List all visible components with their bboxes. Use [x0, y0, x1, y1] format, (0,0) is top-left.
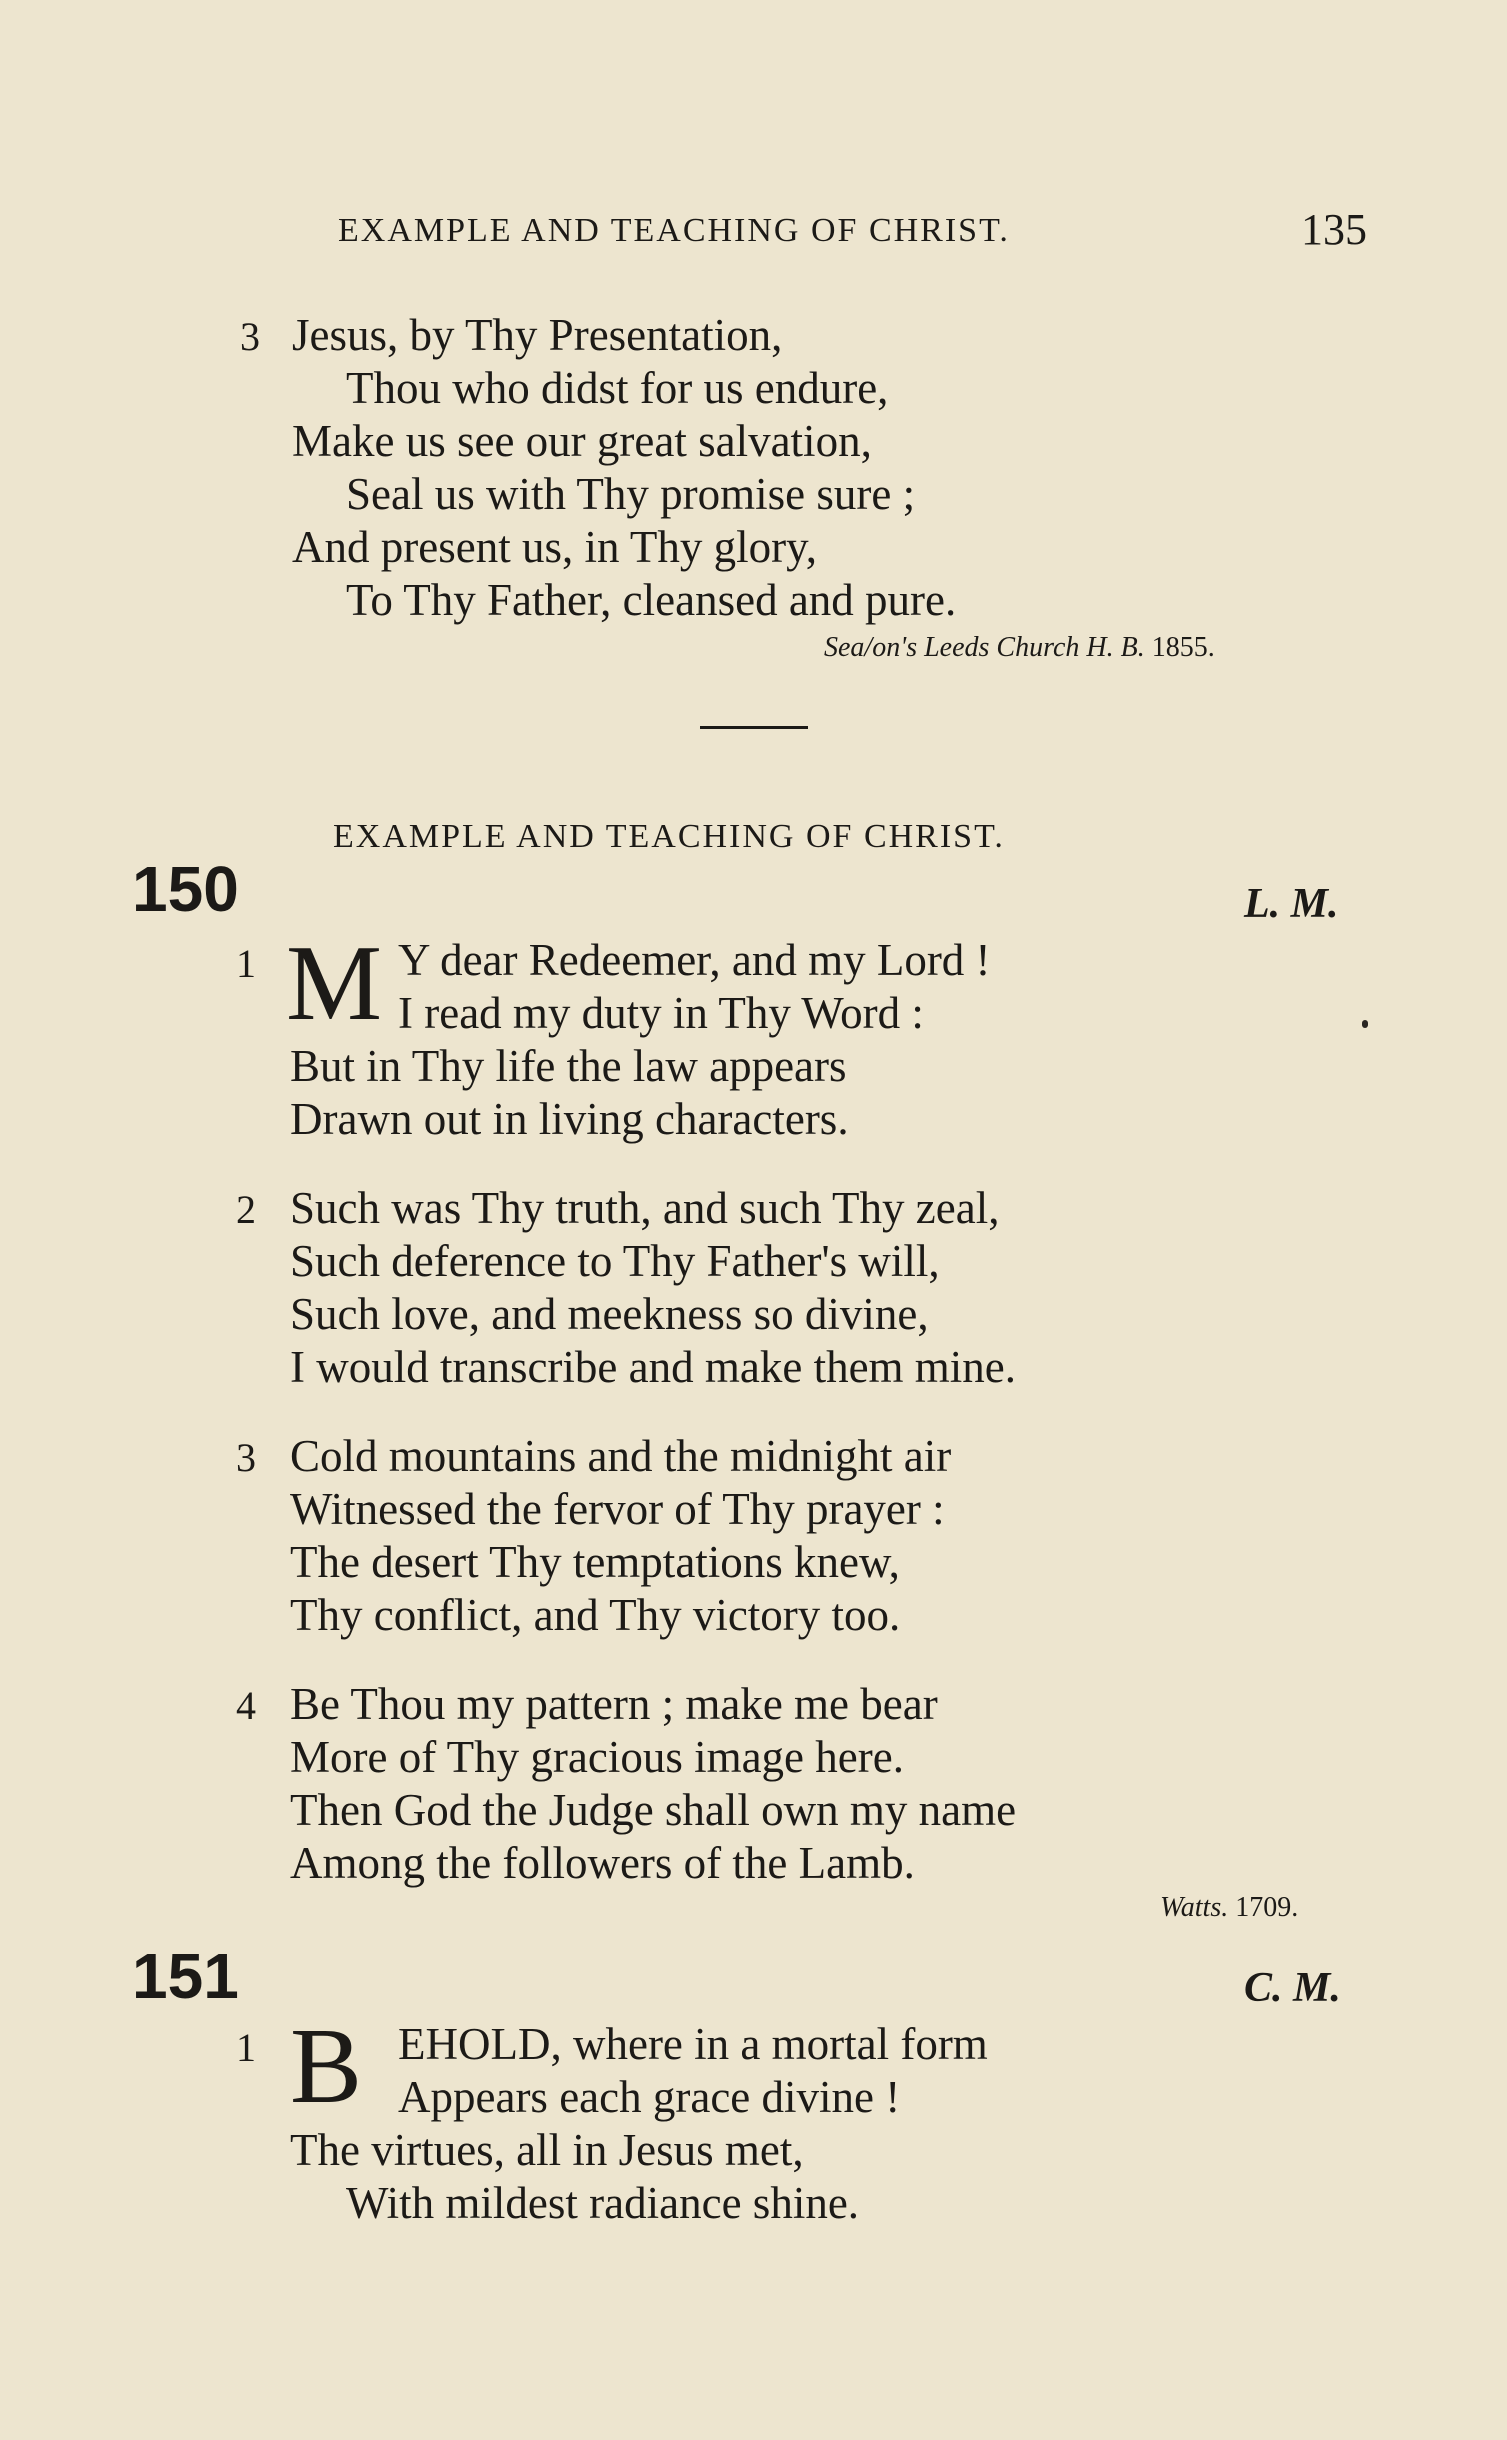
verse-number: 4 [236, 1683, 256, 1728]
hymn-line: Appears each grace divine ! [398, 2072, 901, 2122]
hymn-line: Thou who didst for us endure, [346, 363, 889, 413]
verse-number: 1 [236, 941, 256, 986]
hymn-line: Jesus, by Thy Presentation, [292, 310, 783, 360]
hymn-line: The virtues, all in Jesus met, [290, 2125, 804, 2175]
hymn-line: But in Thy life the law appears [290, 1041, 847, 1091]
verse-number: 1 [236, 2025, 256, 2070]
hymn-line: I would transcribe and make them mine. [290, 1342, 1017, 1392]
attribution-year: 1709. [1235, 1892, 1299, 1923]
attribution-source: Sea/on's Leeds Church H. B. [824, 632, 1145, 663]
hymn-line: And present us, in Thy glory, [292, 522, 817, 572]
hymn-attribution [1160, 1892, 1298, 1924]
running-title: EXAMPLE AND TEACHING OF CHRIST. [338, 212, 1010, 249]
hymn-line: With mildest radiance shine. [346, 2178, 860, 2228]
section-divider [700, 726, 808, 729]
hymn-line: Among the followers of the Lamb. [290, 1838, 915, 1888]
hymn-line: Then God the Judge shall own my name [290, 1785, 1017, 1835]
hymn-number: 151 [132, 1940, 239, 2012]
hymn-line: Witnessed the fervor of Thy prayer : [290, 1484, 945, 1534]
hymn-line: The desert Thy temptations knew, [290, 1537, 900, 1587]
attribution-year: 1855. [1151, 632, 1215, 663]
hymn-line: I read my duty in Thy Word : [398, 988, 924, 1038]
page-number: 135 [1301, 205, 1367, 254]
attribution-author: Watts. [1160, 1892, 1229, 1923]
hymn-line: Y dear Redeemer, and my Lord ! [398, 935, 991, 985]
hymn-line: Make us see our great salvation, [292, 416, 872, 466]
verse-number: 2 [236, 1187, 256, 1232]
hymn-line: Such was Thy truth, and such Thy zeal, [290, 1183, 1000, 1233]
hymn-line: Thy conflict, and Thy victory too. [290, 1590, 901, 1640]
hymn-number: 150 [132, 853, 239, 925]
verse-number: 3 [236, 1435, 256, 1480]
hymn-line: EHOLD, where in a mortal form [398, 2019, 988, 2069]
hymn-attribution [824, 632, 1215, 664]
hymn-line: Such love, and meekness so divine, [290, 1289, 929, 1339]
drop-cap: B [290, 2007, 363, 2126]
hymn-meter: L. M. [1244, 881, 1339, 927]
verse-number: 3 [240, 314, 260, 359]
hymn-line: Such deference to Thy Father's will, [290, 1236, 940, 1286]
hymn-line: Be Thou my pattern ; make me bear [290, 1679, 938, 1729]
hymn-line: Cold mountains and the midnight air [290, 1431, 952, 1481]
hymn-line: To Thy Father, cleansed and pure. [346, 575, 957, 625]
drop-cap: M [286, 924, 383, 1043]
hymn-line: Seal us with Thy promise sure ; [346, 469, 916, 519]
hymn-line: Drawn out in living characters. [290, 1094, 849, 1144]
ink-speck [1362, 1020, 1368, 1028]
section-heading: EXAMPLE AND TEACHING OF CHRIST. [333, 818, 1005, 855]
hymn-meter: C. M. [1244, 1965, 1341, 2011]
hymn-line: More of Thy gracious image here. [290, 1732, 904, 1782]
